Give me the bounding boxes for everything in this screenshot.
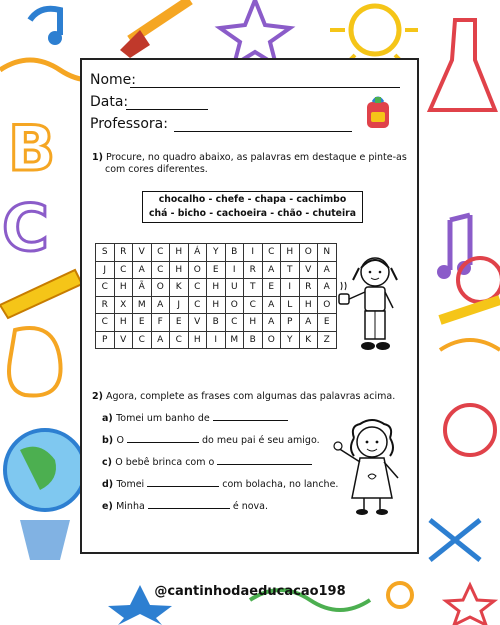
teacher-field[interactable] bbox=[174, 131, 352, 132]
grid-cell[interactable]: R bbox=[244, 261, 263, 279]
grid-cell[interactable]: O bbox=[188, 261, 207, 279]
grid-cell[interactable]: A bbox=[133, 261, 152, 279]
grid-cell[interactable]: E bbox=[318, 314, 337, 332]
clock-icon bbox=[458, 258, 500, 302]
grid-cell[interactable]: O bbox=[318, 296, 337, 314]
grid-cell[interactable]: J bbox=[170, 296, 189, 314]
backpack-icon bbox=[362, 94, 394, 130]
grid-cell[interactable]: C bbox=[151, 261, 170, 279]
grid-cell[interactable]: C bbox=[244, 296, 263, 314]
word-search-grid[interactable] bbox=[95, 243, 337, 349]
grid-cell[interactable]: V bbox=[188, 314, 207, 332]
answer-blank[interactable] bbox=[147, 478, 219, 487]
grid-cell[interactable]: O bbox=[225, 296, 244, 314]
sentence-letter: a) bbox=[102, 413, 117, 424]
grid-cell[interactable]: Ã bbox=[133, 279, 152, 297]
grid-cell[interactable]: A bbox=[318, 279, 337, 297]
grid-cell[interactable]: J bbox=[96, 261, 115, 279]
sentence-item bbox=[102, 412, 288, 424]
grid-cell[interactable]: R bbox=[96, 296, 115, 314]
grid-cell[interactable]: I bbox=[244, 244, 263, 262]
grid-cell[interactable]: Y bbox=[281, 331, 300, 349]
grid-cell[interactable]: V bbox=[299, 261, 318, 279]
worksheet bbox=[80, 58, 419, 554]
grid-cell[interactable]: I bbox=[225, 261, 244, 279]
grid-cell[interactable]: R bbox=[114, 244, 133, 262]
footer-handle: @cantinhodaeducacao198 bbox=[154, 584, 346, 599]
grid-cell[interactable]: H bbox=[114, 279, 133, 297]
grid-cell[interactable]: V bbox=[114, 331, 133, 349]
grid-cell[interactable]: A bbox=[262, 261, 281, 279]
grid-cell[interactable]: T bbox=[244, 279, 263, 297]
ruler-icon bbox=[440, 300, 500, 320]
grid-row bbox=[96, 244, 337, 262]
sentence-text-before: Minha bbox=[116, 501, 145, 512]
grid-cell[interactable]: A bbox=[262, 296, 281, 314]
question-1-number: 1) bbox=[92, 152, 103, 163]
question-2-text: Agora, complete as frases com algumas das palavras acima. bbox=[105, 391, 396, 402]
flask-icon bbox=[430, 20, 495, 110]
sentence-text-before: O bebê brinca com o bbox=[115, 457, 215, 468]
grid-cell[interactable]: A bbox=[151, 296, 170, 314]
grid-cell[interactable]: C bbox=[96, 279, 115, 297]
grid-cell[interactable]: O bbox=[262, 331, 281, 349]
grid-cell[interactable]: H bbox=[299, 296, 318, 314]
grid-cell[interactable]: F bbox=[151, 314, 170, 332]
grid-cell[interactable]: H bbox=[207, 279, 226, 297]
sentence-item bbox=[102, 478, 338, 490]
question-1-line1: Procure, no quadro abaixo, as palavras em destaque e pinte-as bbox=[105, 152, 407, 163]
girl-waving-illustration bbox=[332, 418, 412, 518]
date-label: Data: bbox=[90, 94, 129, 110]
grid-cell[interactable]: E bbox=[207, 261, 226, 279]
teacher-label: Professora: bbox=[90, 116, 168, 132]
grid-row bbox=[96, 261, 337, 279]
grid-cell[interactable]: A bbox=[151, 331, 170, 349]
grid-cell[interactable]: H bbox=[281, 244, 300, 262]
answer-blank[interactable] bbox=[127, 434, 199, 443]
grid-cell[interactable]: A bbox=[262, 314, 281, 332]
grid-cell[interactable]: P bbox=[281, 314, 300, 332]
answer-blank[interactable] bbox=[217, 456, 312, 465]
grid-cell[interactable]: C bbox=[262, 244, 281, 262]
grid-cell[interactable]: C bbox=[170, 331, 189, 349]
grid-cell[interactable]: P bbox=[96, 331, 115, 349]
grid-cell[interactable]: Y bbox=[207, 244, 226, 262]
word-list-box bbox=[142, 191, 363, 223]
grid-cell[interactable]: A bbox=[299, 314, 318, 332]
grid-cell[interactable]: X bbox=[114, 296, 133, 314]
name-label: Nome: bbox=[90, 72, 137, 88]
grid-cell[interactable]: U bbox=[225, 279, 244, 297]
grid-cell[interactable]: E bbox=[170, 314, 189, 332]
scissors-icon bbox=[430, 520, 480, 560]
word-list-line2: chá - bicho - cachoeira - chão - chuteira bbox=[148, 208, 357, 219]
grid-cell[interactable]: E bbox=[262, 279, 281, 297]
sentence-item bbox=[102, 456, 312, 468]
sentence-item bbox=[102, 434, 320, 446]
letter-b-icon: B bbox=[8, 112, 56, 185]
grid-cell[interactable]: M bbox=[133, 296, 152, 314]
sentence-text-before: Tomei bbox=[116, 479, 145, 490]
sentence-text-after: com bolacha, no lanche. bbox=[222, 479, 339, 490]
answer-blank[interactable] bbox=[213, 412, 288, 421]
grid-cell[interactable]: L bbox=[281, 296, 300, 314]
sentence-text-before: O bbox=[116, 435, 124, 446]
name-field[interactable] bbox=[130, 87, 400, 88]
sentence-letter: d) bbox=[102, 479, 117, 490]
grid-row bbox=[96, 279, 337, 297]
grid-cell[interactable]: E bbox=[133, 314, 152, 332]
question-2-number: 2) bbox=[92, 391, 103, 402]
apple-icon bbox=[445, 405, 495, 455]
grid-cell[interactable]: R bbox=[299, 279, 318, 297]
sentence-letter: c) bbox=[102, 457, 116, 468]
grid-cell[interactable]: C bbox=[114, 261, 133, 279]
grid-row bbox=[96, 314, 337, 332]
grid-cell[interactable]: N bbox=[318, 244, 337, 262]
sentence-letter: b) bbox=[102, 435, 117, 446]
grid-cell[interactable]: O bbox=[299, 244, 318, 262]
grid-cell[interactable]: M bbox=[225, 331, 244, 349]
star-icon bbox=[220, 0, 290, 65]
letter-c-icon: C bbox=[2, 192, 49, 266]
answer-blank[interactable] bbox=[148, 500, 230, 509]
grid-cell[interactable]: K bbox=[170, 279, 189, 297]
grid-cell[interactable]: I bbox=[281, 279, 300, 297]
grid-row bbox=[96, 296, 337, 314]
question-1 bbox=[92, 152, 407, 176]
grid-cell[interactable]: H bbox=[188, 331, 207, 349]
sentence-letter: e) bbox=[102, 501, 117, 512]
grid-cell[interactable]: H bbox=[244, 314, 263, 332]
pencil-icon bbox=[0, 270, 82, 318]
question-1-line2: com cores diferentes. bbox=[105, 164, 208, 175]
grid-cell[interactable]: O bbox=[151, 279, 170, 297]
grid-cell[interactable]: H bbox=[114, 314, 133, 332]
sun-icon bbox=[351, 6, 399, 54]
grid-cell[interactable]: C bbox=[225, 314, 244, 332]
date-field[interactable] bbox=[126, 109, 208, 110]
grid-cell[interactable]: T bbox=[281, 261, 300, 279]
word-list-line1: chocalho - chefe - chapa - cachimbo bbox=[158, 194, 347, 205]
guitar-icon bbox=[9, 328, 61, 396]
grid-cell[interactable]: B bbox=[207, 314, 226, 332]
grid-cell[interactable]: C bbox=[188, 296, 207, 314]
grid-cell[interactable]: B bbox=[244, 331, 263, 349]
sentence-text-after: do meu pai é seu amigo. bbox=[202, 435, 320, 446]
grid-cell[interactable]: I bbox=[207, 331, 226, 349]
grid-cell[interactable]: C bbox=[133, 331, 152, 349]
grid-cell[interactable]: H bbox=[170, 244, 189, 262]
grid-cell[interactable]: H bbox=[207, 296, 226, 314]
grid-cell[interactable]: C bbox=[96, 314, 115, 332]
girl-with-cup-illustration bbox=[335, 250, 407, 360]
grid-cell[interactable]: Z bbox=[318, 331, 337, 349]
grid-cell[interactable]: V bbox=[133, 244, 152, 262]
grid-cell[interactable]: Á bbox=[188, 244, 207, 262]
grid-cell[interactable]: S bbox=[96, 244, 115, 262]
grid-cell[interactable]: K bbox=[299, 331, 318, 349]
grid-row bbox=[96, 331, 337, 349]
sentence-item bbox=[102, 500, 268, 512]
grid-cell[interactable]: C bbox=[188, 279, 207, 297]
grid-cell[interactable]: H bbox=[170, 261, 189, 279]
question-2 bbox=[92, 391, 395, 403]
sentence-text-before: Tomei um banho de bbox=[116, 413, 210, 424]
grid-cell[interactable]: B bbox=[225, 244, 244, 262]
sentence-text-after: é nova. bbox=[232, 501, 269, 512]
grid-cell[interactable]: C bbox=[151, 244, 170, 262]
grid-cell[interactable]: A bbox=[318, 261, 337, 279]
